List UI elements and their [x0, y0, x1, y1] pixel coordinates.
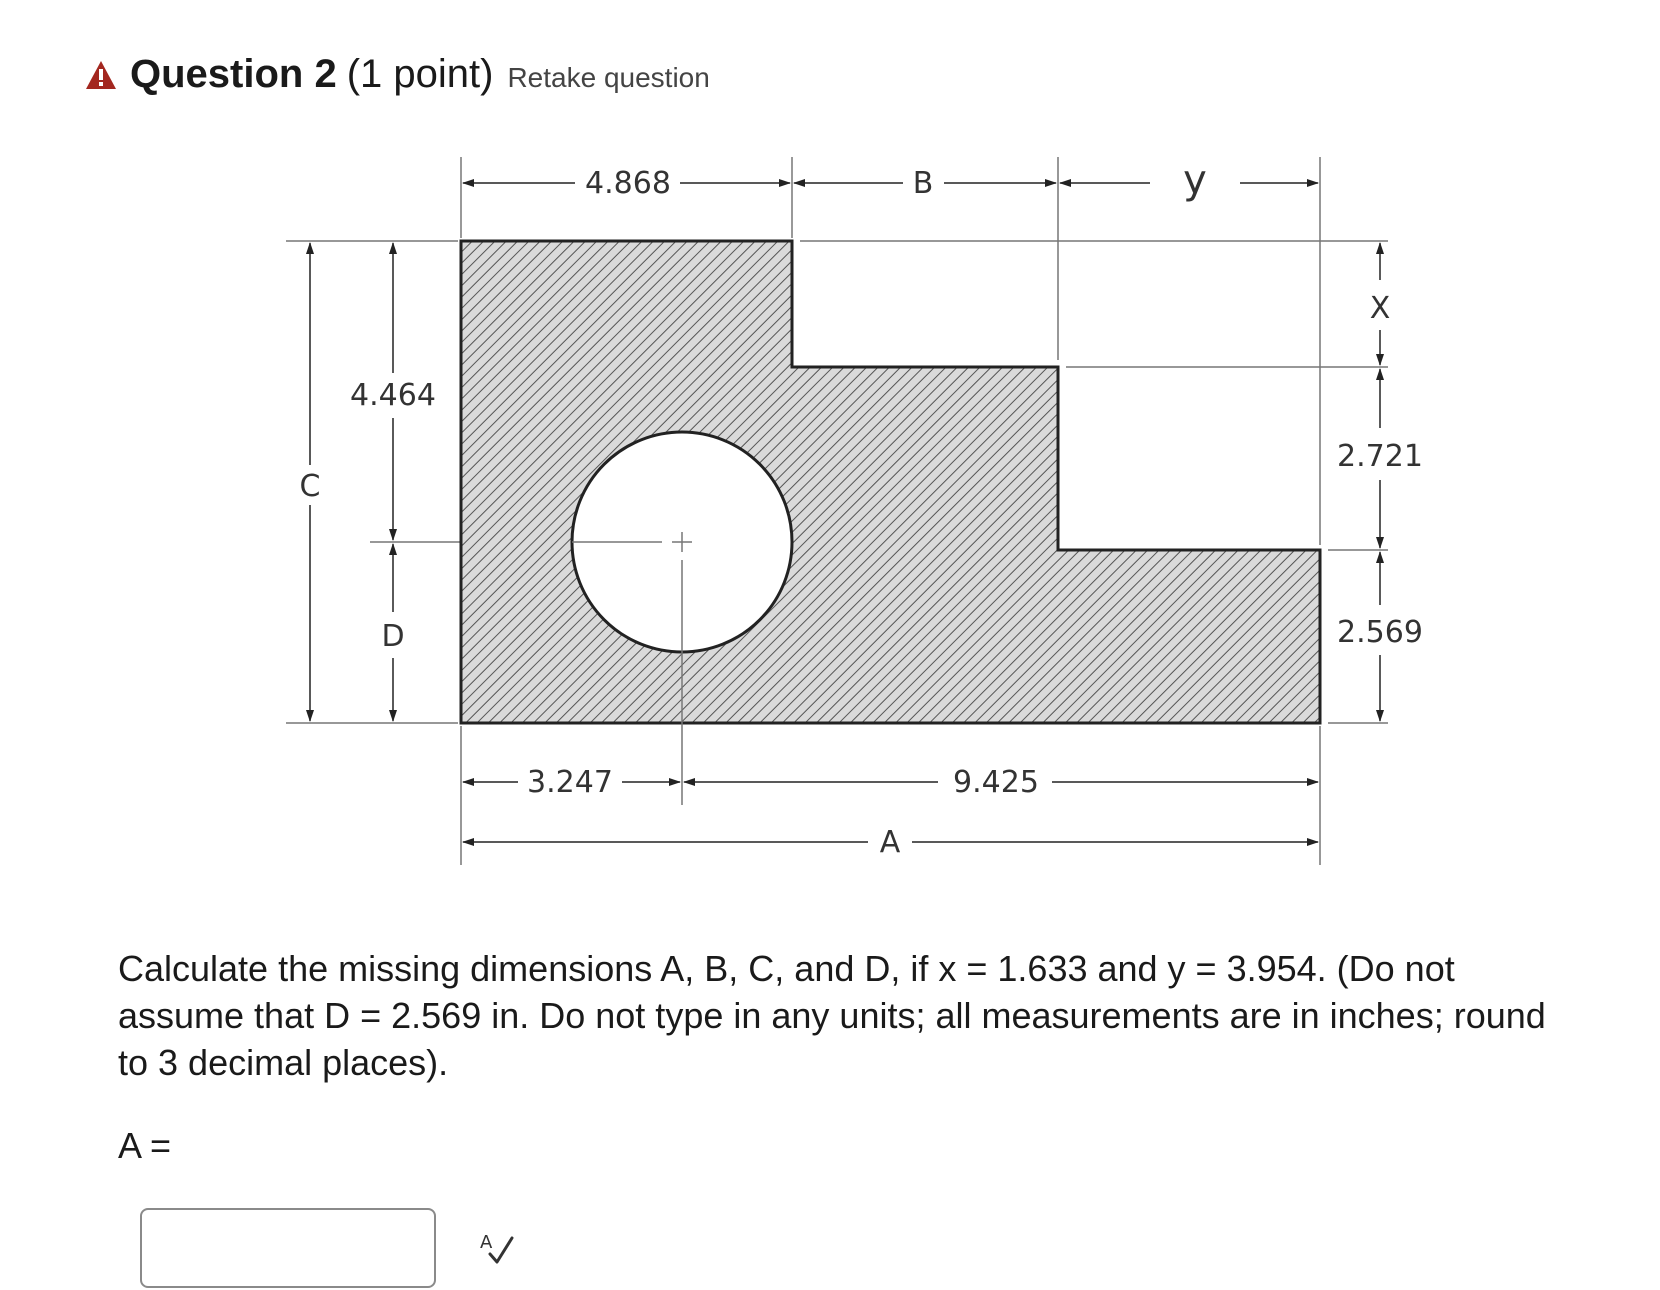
question-prompt: Calculate the missing dimensions A, B, C, and D, if x = 1.633 and y = 3.954. (Do not assume that D = 2.569 in. Do not type in any units; all measurements are in inches; round to 3 decimal places).	[118, 948, 1546, 1083]
svg-text:A: A	[480, 1232, 493, 1253]
question-title: Question 2	[130, 52, 337, 96]
dim-left-upper: 4.464	[350, 378, 436, 413]
question-points: (1 point)	[346, 52, 494, 96]
dim-bottom-right: 9.425	[953, 765, 1039, 800]
spellcheck-icon[interactable]	[478, 1228, 518, 1268]
warning-icon	[84, 59, 118, 91]
dimension-drawing	[270, 145, 1440, 865]
dim-top-mid: B	[912, 166, 934, 201]
question-header	[84, 52, 710, 97]
answer-a-label: A =	[118, 1125, 172, 1166]
retake-question-link[interactable]: Retake question	[507, 62, 710, 93]
dim-bottom-total: A	[879, 825, 901, 860]
dim-bottom-left: 3.247	[527, 765, 613, 800]
dim-right-top: X	[1369, 291, 1391, 326]
answer-a-input[interactable]	[140, 1208, 436, 1288]
dim-left-outer: C	[299, 469, 321, 504]
drawing-svg	[270, 145, 1440, 865]
dim-top-right: y	[1183, 157, 1207, 203]
dim-left-lower: D	[381, 619, 405, 654]
dim-right-mid: 2.721	[1337, 439, 1423, 474]
dim-right-low: 2.569	[1337, 615, 1423, 650]
dim-top-left: 4.868	[585, 166, 671, 201]
